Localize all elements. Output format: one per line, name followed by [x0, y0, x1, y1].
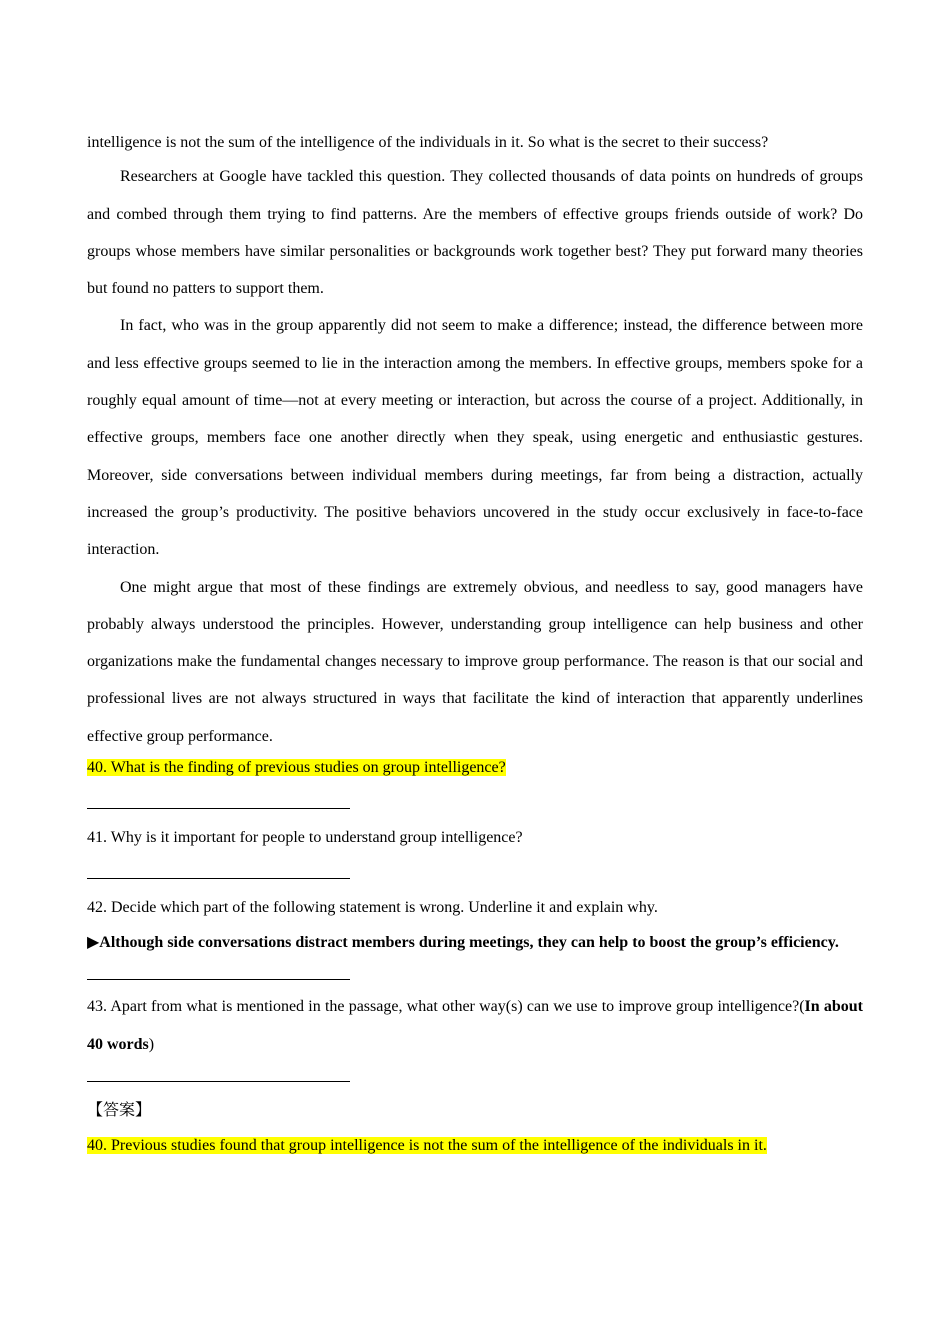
- answer-line-41[interactable]: [87, 878, 350, 879]
- answer-line-40[interactable]: [87, 808, 350, 809]
- document-page: [87, 124, 863, 1158]
- answer-40: [87, 1134, 863, 1158]
- answer-line-43[interactable]: [87, 1081, 350, 1082]
- paragraph-3: In fact, who was in the group apparently did not seem to make a difference; instead, the difference between more and less effective groups seemed to lie in the interaction among the members. In effective groups, members spoke for a roughly equal amount of time—not at every meeting or interaction, but across the course of a project. Additionally, in effective groups, members face one another directly when they speak, using energetic and enthusiastic gestures. Moreover, side conversations between individual members during meetings, far from being a distraction, actually increased the group’s productivity. The positive behaviors uncovered in the study occur exclusively in face-to-face interaction.: [87, 317, 863, 559]
- answer-heading: 【答案】: [87, 1101, 152, 1119]
- answer-40-text: 40. Previous studies found that group intelligence is not the sum of the intelligence of the individuals in it.: [87, 1136, 767, 1154]
- question-43: [87, 988, 863, 1063]
- question-43-close: ): [148, 1035, 155, 1053]
- question-43-word-limit: In about 40 words: [87, 998, 864, 1053]
- question-41: 41. Why is it important for people to understand group intelligence?: [87, 829, 523, 847]
- paragraph-2: Researchers at Google have tackled this question. They collected thousands of data points on hundreds of groups and combed through them trying to find patterns. Are the members of effective groups friends outside of work? Do groups whose members have similar personalities or backgrounds work together best? They put forward many theories but found no patters to support them.: [87, 168, 863, 298]
- question-43-text: 43. Apart from what is mentioned in the passage, what other way(s) can we use to improve group intelligence?(: [87, 998, 805, 1016]
- question-40: [87, 756, 863, 780]
- question-42-statement: ▶Although side conversations distract members during meetings, they can help to boost the group’s efficiency.: [87, 934, 839, 952]
- question-42: 42. Decide which part of the following statement is wrong. Underline it and explain why.: [87, 899, 658, 917]
- question-40-text: 40. What is the finding of previous studies on group intelligence?: [87, 759, 506, 777]
- paragraph-4: One might argue that most of these findings are extremely obvious, and needless to say, good managers have probably always understood the principles. However, understanding group intelligence can help business and other organizations make the fundamental changes necessary to improve group performance. The reason is that our social and professional lives are not always structured in ways that facilitate the kind of interaction that apparently underlines effective group performance.: [87, 578, 863, 745]
- paragraph-1: intelligence is not the sum of the intelligence of the individuals in it. So what is the secret to their success?: [87, 134, 769, 151]
- answer-line-42[interactable]: [87, 979, 350, 980]
